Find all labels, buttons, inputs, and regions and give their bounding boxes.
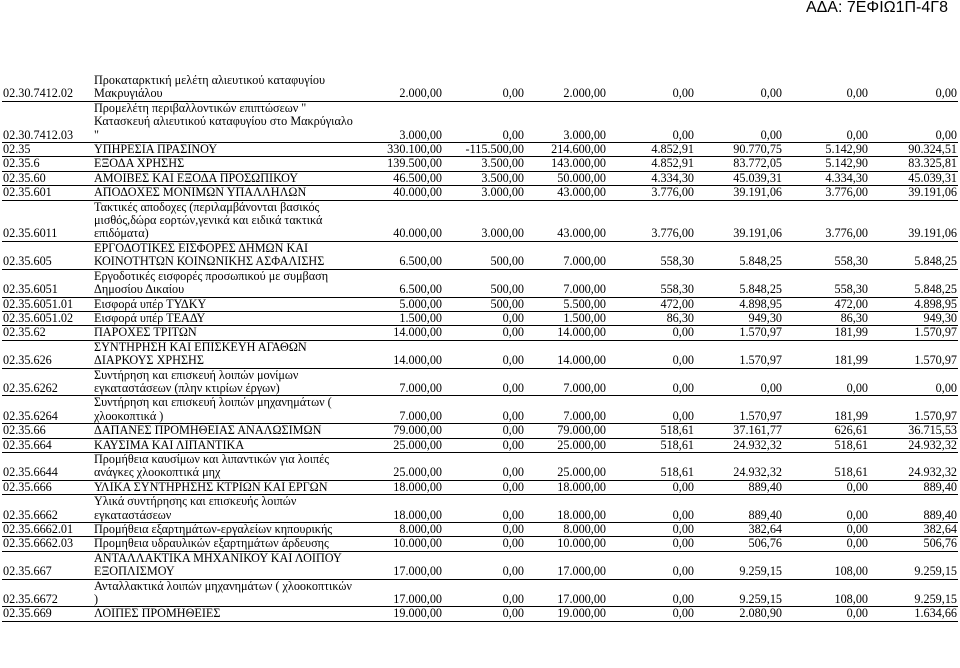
account-code-cell: 02.35.6051	[3, 282, 58, 297]
total-payments-cell: 382,64	[923, 522, 957, 536]
description-cell: ΥΠΗΡΕΣΙΑ ΠΡΑΣΙΝΟΥ	[94, 142, 218, 157]
payments-to-date-cell: 24.932,32	[733, 465, 782, 480]
payments-to-date-cell: 889,40	[748, 507, 782, 522]
final-budget-cell: 2.000,00	[563, 86, 606, 101]
final-budget-cell: 25.000,00	[557, 438, 606, 452]
description-cell: ΛΟΙΠΕΣ ΠΡΟΜΗΘΕΙΕΣ	[94, 606, 221, 621]
final-budget-cell: 14.000,00	[557, 353, 606, 368]
account-code-cell: 02.35.6662	[3, 507, 58, 522]
description-cell: Προκαταρκτική μελέτη αλιευτικού καταφυγίου Μακρυγιάλου	[94, 74, 326, 101]
description-cell: Εργοδοτικές εισφορές προσωπικού με συμβαση Δημοσίου Δικαίου	[94, 269, 329, 297]
final-budget-cell: 7.000,00	[563, 282, 606, 297]
table-row	[2, 200, 958, 241]
final-budget-cell: 10.000,00	[557, 536, 606, 551]
commitments-cell: 4.852,91	[651, 156, 694, 171]
account-code-cell: 02.35.62	[3, 325, 46, 340]
total-payments-cell: 0,00	[935, 86, 957, 101]
initial-budget-cell: 7.000,00	[399, 408, 442, 423]
table-row	[2, 438, 958, 452]
final-budget-cell: 17.000,00	[557, 592, 606, 607]
total-payments-cell: 9.259,15	[914, 564, 957, 579]
table-row	[2, 74, 958, 101]
period-payments-cell: 558,30	[834, 282, 868, 297]
modification-cell: 0,00	[502, 325, 524, 340]
initial-budget-cell: 10.000,00	[393, 536, 442, 551]
final-budget-cell: 79.000,00	[557, 423, 606, 438]
commitments-cell: 0,00	[672, 606, 694, 621]
modification-cell: 500,00	[490, 297, 524, 311]
modification-cell: 0,00	[502, 592, 524, 607]
initial-budget-cell: 40.000,00	[393, 226, 442, 241]
account-code-cell: 02.30.7412.03	[3, 127, 74, 142]
payments-to-date-cell: 45.039,31	[733, 171, 782, 185]
account-code-cell: 02.35.6264	[3, 408, 58, 423]
payments-to-date-cell: 889,40	[748, 480, 782, 494]
table-row	[2, 537, 958, 551]
period-payments-cell: 5.142,90	[825, 142, 868, 157]
description-cell: ΕΞΟΔΑ ΧΡΗΣΗΣ	[94, 156, 185, 171]
account-code-cell: 02.30.7412.02	[3, 86, 74, 101]
total-payments-cell: 1.570,97	[914, 408, 957, 423]
final-budget-cell: 19.000,00	[557, 606, 606, 621]
table-row	[2, 186, 958, 200]
final-budget-cell: 143.000,00	[551, 156, 606, 171]
table-row	[2, 297, 958, 311]
initial-budget-cell: 46.500,00	[393, 171, 442, 185]
total-payments-cell: 5.848,25	[914, 282, 957, 297]
account-code-cell: 02.35.6	[3, 156, 40, 171]
commitments-cell: 0,00	[672, 86, 694, 101]
commitments-cell: 0,00	[672, 353, 694, 368]
modification-cell: 0,00	[502, 606, 524, 621]
commitments-cell: 558,30	[660, 282, 694, 297]
total-payments-cell: 83.325,81	[908, 156, 957, 171]
account-code-cell: 02.35.666	[3, 480, 52, 494]
modification-cell: 0,00	[502, 480, 524, 494]
commitments-cell: 0,00	[672, 507, 694, 522]
modification-cell: -115.500,00	[465, 142, 524, 157]
commitments-cell: 0,00	[672, 480, 694, 494]
table-row	[2, 101, 958, 142]
modification-cell: 500,00	[490, 254, 524, 269]
table-row	[2, 495, 958, 523]
total-payments-cell: 24.932,32	[908, 465, 957, 480]
total-payments-cell: 90.324,51	[908, 142, 957, 157]
modification-cell: 3.000,00	[481, 226, 524, 241]
period-payments-cell: 518,61	[834, 438, 868, 452]
modification-cell: 0,00	[502, 465, 524, 480]
total-payments-cell: 4.898,95	[914, 297, 957, 311]
commitments-cell: 0,00	[672, 592, 694, 607]
account-code-cell: 02.35.6051.01	[3, 297, 74, 311]
payments-to-date-cell: 39.191,06	[733, 185, 782, 200]
commitments-cell: 518,61	[660, 438, 694, 452]
commitments-cell: 0,00	[672, 380, 694, 395]
initial-budget-cell: 17.000,00	[393, 564, 442, 579]
initial-budget-cell: 3.000,00	[399, 127, 442, 142]
total-payments-cell: 889,40	[923, 480, 957, 494]
initial-budget-cell: 2.000,00	[399, 86, 442, 101]
account-code-cell: 02.35.601	[3, 185, 52, 200]
period-payments-cell: 4.334,30	[825, 171, 868, 185]
period-payments-cell: 0,00	[846, 380, 868, 395]
payments-to-date-cell: 0,00	[760, 380, 782, 395]
total-payments-cell: 1.570,97	[914, 325, 957, 340]
description-cell: Εισφορά υπέρ ΤΥΔΚΥ	[94, 297, 207, 311]
total-payments-cell: 45.039,31	[908, 171, 957, 185]
commitments-cell: 86,30	[666, 311, 694, 325]
final-budget-cell: 18.000,00	[557, 480, 606, 494]
total-payments-cell: 0,00	[935, 380, 957, 395]
initial-budget-cell: 8.000,00	[399, 522, 442, 536]
account-code-cell: 02.35.6662.01	[3, 522, 74, 536]
description-cell: ΑΜΟΙΒΕΣ ΚΑΙ ΕΞΟΔΑ ΠΡΟΣΩΠΙΚΟΥ	[94, 171, 299, 185]
description-cell: ΥΛΙΚΑ ΣΥΝΤΗΡΗΣΗΣ ΚΤΡΙΩΝ ΚΑΙ ΕΡΓΩΝ	[94, 480, 328, 494]
initial-budget-cell: 17.000,00	[393, 592, 442, 607]
period-payments-cell: 0,00	[846, 536, 868, 551]
initial-budget-cell: 14.000,00	[393, 353, 442, 368]
total-payments-cell: 9.259,15	[914, 592, 957, 607]
total-payments-cell: 506,76	[923, 536, 957, 551]
final-budget-cell: 1.500,00	[563, 311, 606, 325]
initial-budget-cell: 25.000,00	[393, 465, 442, 480]
table-body	[2, 74, 958, 621]
period-payments-cell: 108,00	[834, 592, 868, 607]
initial-budget-cell: 6.500,00	[399, 282, 442, 297]
final-budget-cell: 25.000,00	[557, 465, 606, 480]
total-payments-cell: 889,40	[923, 507, 957, 522]
initial-budget-cell: 1.500,00	[399, 311, 442, 325]
table-row	[2, 452, 958, 480]
description-cell: Τακτικές αποδοχες (περιλαμβάνονται βασικός μισθός,δώρα εορτών,γενικά και ειδικά τακτικά επιδόματα)	[94, 200, 323, 241]
commitments-cell: 0,00	[672, 522, 694, 536]
final-budget-cell: 14.000,00	[557, 325, 606, 340]
payments-to-date-cell: 949,30	[748, 311, 782, 325]
description-cell: Συντήρηση και επισκευή λοιπών μονίμων εγκαταστάσεων (πλην κτιρίων έργων)	[94, 368, 299, 395]
period-payments-cell: 0,00	[846, 127, 868, 142]
final-budget-cell: 8.000,00	[563, 522, 606, 536]
commitments-cell: 0,00	[672, 536, 694, 551]
account-code-cell: 02.35.6662.03	[3, 536, 74, 551]
account-code-cell: 02.35.6051.02	[3, 311, 74, 325]
commitments-cell: 3.776,00	[651, 185, 694, 200]
table-row	[2, 143, 958, 157]
account-code-cell: 02.35.60	[3, 171, 46, 185]
payments-to-date-cell: 9.259,15	[739, 592, 782, 607]
payments-to-date-cell: 2.080,90	[739, 606, 782, 621]
payments-to-date-cell: 382,64	[748, 522, 782, 536]
modification-cell: 3.500,00	[481, 156, 524, 171]
account-code-cell: 02.35.605	[3, 254, 52, 269]
final-budget-cell: 214.600,00	[551, 142, 606, 157]
total-payments-cell: 39.191,06	[908, 226, 957, 241]
period-payments-cell: 181,99	[834, 353, 868, 368]
description-cell: ΕΡΓΟΔΟΤΙΚΕΣ ΕΙΣΦΟΡΕΣ ΔΗΜΩΝ ΚΑΙ ΚΟΙΝΟΤΗΤΩΝ ΚΟΙΝΩΝΙΚΗΣ ΑΣΦΑΛΙΣΗΣ	[94, 241, 325, 269]
description-cell: Προμελέτη περιβαλλοντικών επιπτώσεων " Κατασκευή αλιευτικού καταφυγίου στο Μακρύγιαλο "	[94, 101, 353, 142]
description-cell: Προμήθεια εξαρτημάτων-εργαλείων κηπουρικής	[94, 522, 333, 536]
payments-to-date-cell: 5.848,25	[739, 254, 782, 269]
modification-cell: 500,00	[490, 282, 524, 297]
table-row	[2, 241, 958, 269]
modification-cell: 3.500,00	[481, 171, 524, 185]
final-budget-cell: 18.000,00	[557, 507, 606, 522]
initial-budget-cell: 14.000,00	[393, 325, 442, 340]
description-cell: ΑΠΟΔΟΧΕΣ ΜΟΝΙΜΩΝ ΥΠΑΛΛΗΛΩΝ	[94, 185, 307, 200]
payments-to-date-cell: 90.770,75	[733, 142, 782, 157]
final-budget-cell: 50.000,00	[557, 171, 606, 185]
modification-cell: 0,00	[502, 408, 524, 423]
final-budget-cell: 7.000,00	[563, 254, 606, 269]
period-payments-cell: 5.142,90	[825, 156, 868, 171]
initial-budget-cell: 25.000,00	[393, 438, 442, 452]
commitments-cell: 472,00	[660, 297, 694, 311]
commitments-cell: 518,61	[660, 465, 694, 480]
commitments-cell: 4.852,91	[651, 142, 694, 157]
total-payments-cell: 0,00	[935, 127, 957, 142]
modification-cell: 0,00	[502, 380, 524, 395]
payments-to-date-cell: 39.191,06	[733, 226, 782, 241]
account-code-cell: 02.35	[3, 142, 31, 157]
payments-to-date-cell: 83.772,05	[733, 156, 782, 171]
table-row	[2, 326, 958, 340]
table-row	[2, 340, 958, 368]
total-payments-cell: 5.848,25	[914, 254, 957, 269]
period-payments-cell: 108,00	[834, 564, 868, 579]
period-payments-cell: 0,00	[846, 522, 868, 536]
modification-cell: 0,00	[502, 438, 524, 452]
table-row	[2, 396, 958, 424]
account-code-cell: 02.35.626	[3, 353, 52, 368]
initial-budget-cell: 19.000,00	[393, 606, 442, 621]
initial-budget-cell: 330.100,00	[387, 142, 442, 157]
description-cell: Ανταλλακτικά λοιπών μηχανημάτων ( χλοοκοπτικών )	[94, 579, 352, 607]
commitments-cell: 558,30	[660, 254, 694, 269]
budget-table	[2, 74, 958, 622]
modification-cell: 0,00	[502, 536, 524, 551]
commitments-cell: 0,00	[672, 127, 694, 142]
payments-to-date-cell: 0,00	[760, 86, 782, 101]
period-payments-cell: 181,99	[834, 408, 868, 423]
total-payments-cell: 39.191,06	[908, 185, 957, 200]
period-payments-cell: 0,00	[846, 507, 868, 522]
period-payments-cell: 0,00	[846, 606, 868, 621]
period-payments-cell: 472,00	[834, 297, 868, 311]
period-payments-cell: 181,99	[834, 325, 868, 340]
table-row	[2, 311, 958, 325]
modification-cell: 0,00	[502, 522, 524, 536]
total-payments-cell: 1.634,66	[914, 606, 957, 621]
payments-to-date-cell: 9.259,15	[739, 564, 782, 579]
final-budget-cell: 3.000,00	[563, 127, 606, 142]
period-payments-cell: 3.776,00	[825, 185, 868, 200]
ada-reference: ΑΔΑ: 7ΕΦΙΩ1Π-4Γ8	[805, 0, 948, 16]
total-payments-cell: 24.932,32	[908, 438, 957, 452]
description-cell: ΣΥΝΤΗΡΗΣΗ ΚΑΙ ΕΠΙΣΚΕΥΗ ΑΓΑΘΩΝ ΔΙΑΡΚΟΥΣ ΧΡΗΣΗΣ	[94, 340, 307, 368]
total-payments-cell: 1.570,97	[914, 353, 957, 368]
initial-budget-cell: 18.000,00	[393, 480, 442, 494]
account-code-cell: 02.35.66	[3, 423, 46, 438]
final-budget-cell: 43.000,00	[557, 185, 606, 200]
description-cell: ΑΝΤΑΛΛΑΚΤΙΚΑ ΜΗΧΑΝΙΚΟΥ ΚΑΙ ΛΟΙΠΟΥ ΕΞΟΠΛΙΣΜΟΥ	[94, 551, 342, 579]
initial-budget-cell: 40.000,00	[393, 185, 442, 200]
commitments-cell: 4.334,30	[651, 171, 694, 185]
account-code-cell: 02.35.6672	[3, 592, 58, 607]
commitments-cell: 518,61	[660, 423, 694, 438]
initial-budget-cell: 5.000,00	[399, 297, 442, 311]
description-cell: Εισφορά υπέρ ΤΕΑΔΥ	[94, 311, 206, 325]
description-cell: ΚΑΥΣΙΜΑ ΚΑΙ ΛΙΠΑΝΤΙΚΑ	[94, 438, 245, 452]
payments-to-date-cell: 37.161,77	[733, 423, 782, 438]
initial-budget-cell: 6.500,00	[399, 254, 442, 269]
commitments-cell: 0,00	[672, 564, 694, 579]
modification-cell: 0,00	[502, 127, 524, 142]
account-code-cell: 02.35.6011	[3, 226, 58, 241]
modification-cell: 0,00	[502, 311, 524, 325]
table-row	[2, 171, 958, 185]
modification-cell: 0,00	[502, 507, 524, 522]
final-budget-cell: 7.000,00	[563, 408, 606, 423]
payments-to-date-cell: 506,76	[748, 536, 782, 551]
period-payments-cell: 3.776,00	[825, 226, 868, 241]
final-budget-cell: 7.000,00	[563, 380, 606, 395]
commitments-cell: 0,00	[672, 325, 694, 340]
table-row	[2, 269, 958, 297]
payments-to-date-cell: 1.570,97	[739, 325, 782, 340]
payments-to-date-cell: 1.570,97	[739, 353, 782, 368]
initial-budget-cell: 18.000,00	[393, 507, 442, 522]
period-payments-cell: 86,30	[840, 311, 868, 325]
table-row	[2, 607, 958, 621]
modification-cell: 0,00	[502, 423, 524, 438]
description-cell: ΠΑΡΟΧΕΣ ΤΡΙΤΩΝ	[94, 325, 197, 340]
commitments-cell: 3.776,00	[651, 226, 694, 241]
account-code-cell: 02.35.664	[3, 438, 52, 452]
total-payments-cell: 949,30	[923, 311, 957, 325]
payments-to-date-cell: 24.932,32	[733, 438, 782, 452]
description-cell: Προμηθεια υδραυλικών εξαρτημάτων άρδευσης	[94, 536, 329, 551]
period-payments-cell: 558,30	[834, 254, 868, 269]
payments-to-date-cell: 5.848,25	[739, 282, 782, 297]
final-budget-cell: 17.000,00	[557, 564, 606, 579]
table-row	[2, 157, 958, 171]
description-cell: Προμήθεια καυσίμων και λιπαντικών για λοιπές ανάγκες χλοοκοπτικά μηχ	[94, 452, 330, 480]
modification-cell: 3.000,00	[481, 185, 524, 200]
initial-budget-cell: 79.000,00	[393, 423, 442, 438]
description-cell: ΔΑΠΑΝΕΣ ΠΡΟΜΗΘΕΙΑΣ ΑΝΑΛΩΣΙΜΩΝ	[94, 423, 322, 438]
table-row	[2, 523, 958, 537]
payments-to-date-cell: 1.570,97	[739, 408, 782, 423]
table-row	[2, 424, 958, 438]
period-payments-cell: 518,61	[834, 465, 868, 480]
period-payments-cell: 626,61	[834, 423, 868, 438]
initial-budget-cell: 7.000,00	[399, 380, 442, 395]
commitments-cell: 0,00	[672, 408, 694, 423]
payments-to-date-cell: 0,00	[760, 127, 782, 142]
account-code-cell: 02.35.6644	[3, 465, 58, 480]
account-code-cell: 02.35.667	[3, 564, 52, 579]
table-row	[2, 368, 958, 396]
period-payments-cell: 0,00	[846, 86, 868, 101]
initial-budget-cell: 139.500,00	[387, 156, 442, 171]
table-row	[2, 551, 958, 579]
table-row	[2, 579, 958, 607]
payments-to-date-cell: 4.898,95	[739, 297, 782, 311]
final-budget-cell: 5.500,00	[563, 297, 606, 311]
description-cell: Συντήρηση και επισκευή λοιπών μηχανημάτων ( χλοοκοπτικά )	[94, 395, 332, 423]
period-payments-cell: 0,00	[846, 480, 868, 494]
modification-cell: 0,00	[502, 86, 524, 101]
table-row	[2, 480, 958, 494]
modification-cell: 0,00	[502, 564, 524, 579]
final-budget-cell: 43.000,00	[557, 226, 606, 241]
modification-cell: 0,00	[502, 353, 524, 368]
account-code-cell: 02.35.669	[3, 606, 52, 621]
total-payments-cell: 36.715,53	[908, 423, 957, 438]
account-code-cell: 02.35.6262	[3, 380, 58, 395]
description-cell: Υλικά συντήρησης και επισκευής λοιπών εγκαταστάσεων	[94, 494, 297, 522]
